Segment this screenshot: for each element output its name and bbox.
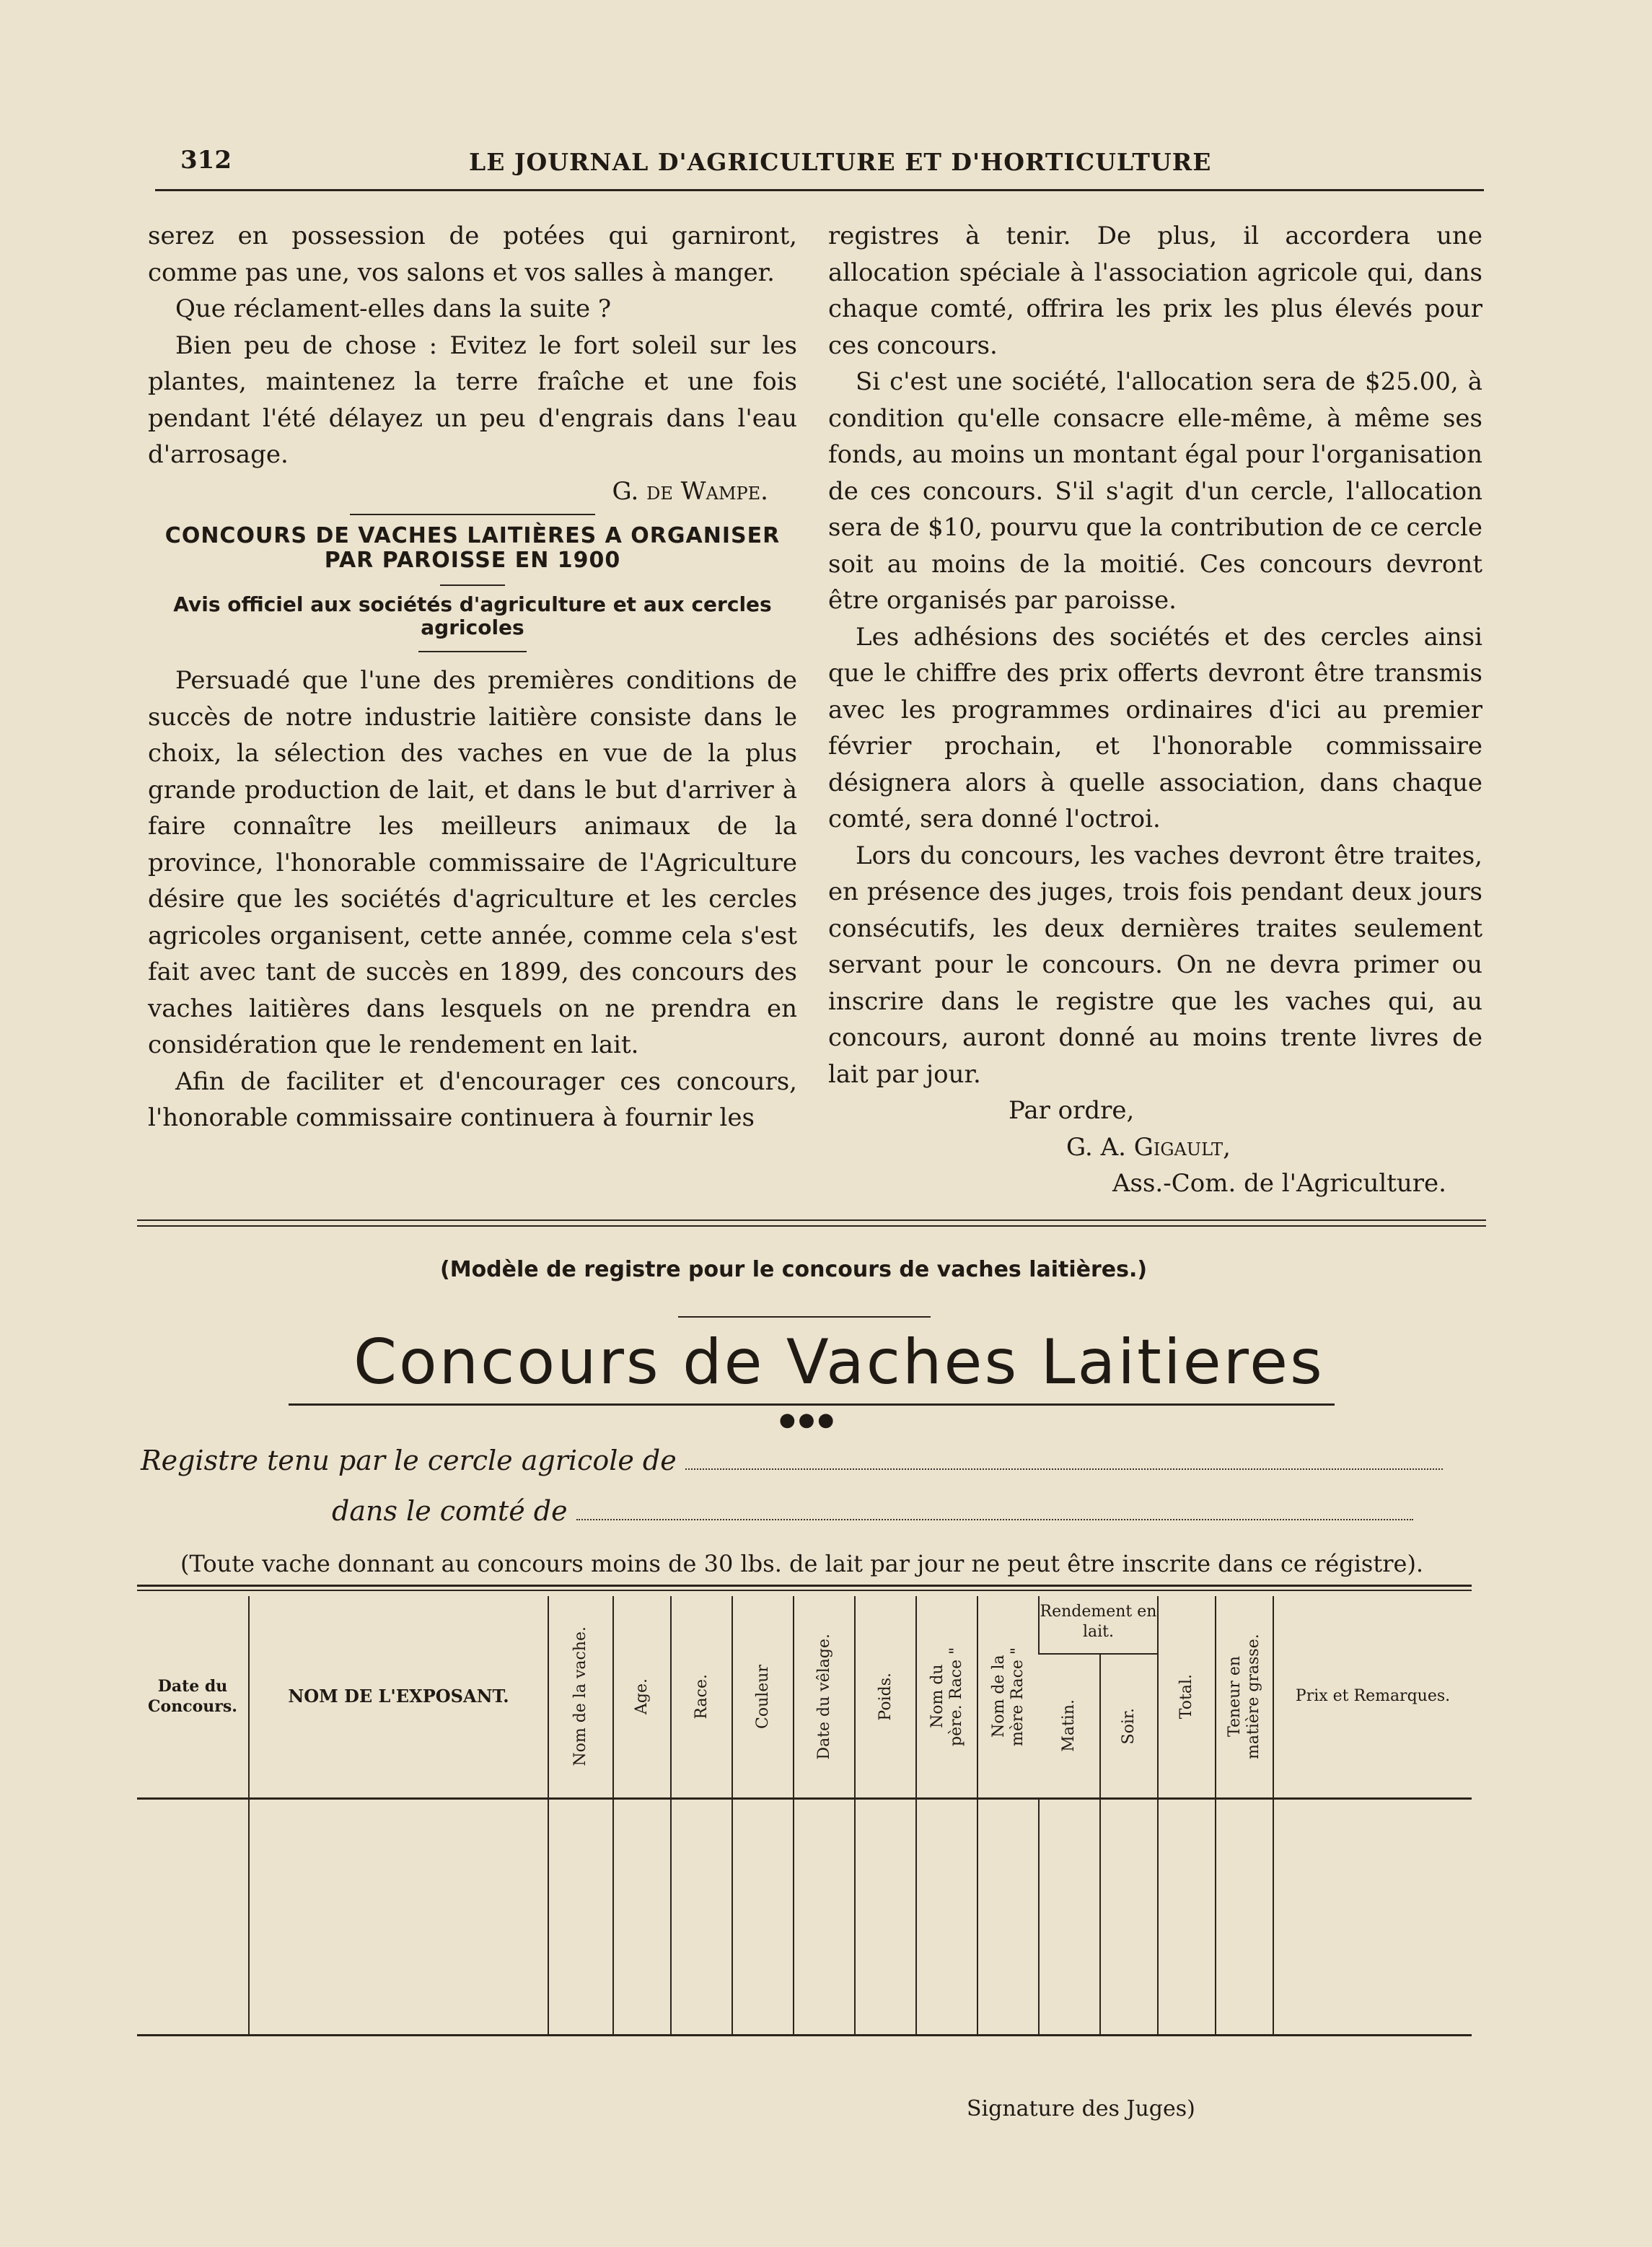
page-number: 312 bbox=[180, 146, 232, 175]
article-paragraph: registres à tenir. De plus, il accordera une allocation spéciale à l'association agricole qui, dans chaque comté, offrira les prix les plus élevés pour ces concours. bbox=[828, 222, 1482, 360]
col-prix-header: Prix et Remarques. bbox=[1273, 1596, 1472, 1798]
cell[interactable] bbox=[1039, 1798, 1100, 2035]
subheading-divider bbox=[418, 651, 527, 652]
cell[interactable] bbox=[548, 1798, 613, 2035]
comte-line bbox=[332, 1495, 1413, 1527]
cell[interactable] bbox=[137, 1798, 249, 2035]
cell[interactable] bbox=[916, 1798, 977, 2035]
article-paragraph: Persuadé que l'une des premières conditions de succès de notre industrie laitière consiste dans le choix, la sélection des vaches en vue de la plus grande production de lait, et dans le but d'arriver à faire connaître les meilleurs animaux de la province, l'honorable commissaire de l'Agriculture désire que les sociétés d'agriculture et les cercles agricoles organisent, cette année, comme cela s'est fait avec tant de succès en 1899, des concours des vaches laitières dans lesquels on ne prendra en considération que le rendement en lait. bbox=[148, 666, 797, 1059]
title-rule bbox=[289, 1403, 1335, 1406]
signer-name: G. A. Gigault, bbox=[1066, 1132, 1231, 1162]
journal-title: LE JOURNAL D'AGRICULTURE ET D'HORTICULTURE bbox=[469, 148, 1212, 176]
header-rule bbox=[155, 189, 1484, 191]
article-heading: CONCOURS DE VACHES LAITIÈRES A ORGANISER PAR PAROISSE EN 1900 bbox=[164, 523, 781, 573]
cell[interactable] bbox=[249, 1798, 548, 2035]
cell[interactable] bbox=[732, 1798, 794, 2035]
article-paragraph: Lors du concours, les vaches devront être traites, en présence des juges, trois fois pendant deux jours consécutifs, les deux dernières traites seulement servant pour le concours. On ne devra primer ou inscrire dans le registre que les vaches qui, au concours, auront donné au moins trente livres de lait par jour. bbox=[828, 841, 1482, 1089]
registre-blank[interactable] bbox=[685, 1468, 1443, 1470]
form-caption: (Modèle de registre pour le concours de vaches laitières.) bbox=[440, 1257, 1148, 1282]
comte-label: dans le comté de bbox=[332, 1495, 568, 1527]
registre-label: Registre tenu par le cercle agricole de bbox=[141, 1445, 677, 1476]
table-top-rule-2 bbox=[137, 1590, 1472, 1591]
col-mere-header bbox=[977, 1596, 1039, 1798]
col-vache-label: Nom de la vache. bbox=[571, 1626, 589, 1767]
col-couleur-header bbox=[732, 1596, 794, 1798]
article-paragraph: Afin de faciliter et d'encourager ces concours, l'honorable commissaire continuera à fournir les bbox=[148, 1066, 797, 1132]
col-grasse-label: Teneur en matière grasse. bbox=[1226, 1634, 1263, 1760]
cell[interactable] bbox=[671, 1798, 732, 2035]
col-total-header bbox=[1158, 1596, 1216, 1798]
cell[interactable] bbox=[794, 1798, 855, 2035]
col-total-label: Total. bbox=[1177, 1674, 1196, 1720]
col-couleur-label: Couleur bbox=[753, 1664, 772, 1729]
col-race-header bbox=[671, 1596, 732, 1798]
article-subheading: Avis officiel aux sociétés d'agriculture et aux cercles agricoles bbox=[173, 592, 772, 639]
right-column bbox=[828, 218, 1482, 1202]
col-soir-header bbox=[1100, 1654, 1158, 1798]
caption-rule bbox=[678, 1316, 931, 1318]
intro-signature: G. de Wampe. bbox=[612, 476, 768, 506]
col-soir-label: Soir. bbox=[1120, 1707, 1138, 1744]
col-pere-label: Nom du père. Race " bbox=[928, 1647, 965, 1746]
cell[interactable] bbox=[1100, 1798, 1158, 2035]
cell[interactable] bbox=[1158, 1798, 1216, 2035]
section-divider bbox=[350, 514, 595, 515]
left-column bbox=[148, 218, 797, 1136]
intro-paragraph: serez en possession de potées qui garniront, comme pas une, vos salons et vos salles à manger. bbox=[148, 222, 797, 287]
article-paragraph: Si c'est une société, l'allocation sera de $25.00, à condition qu'elle consacre elle-même, à même ses fonds, au moins un montant égal pour l'organisation de ces concours. S'il s'agit d'un cercle, l'allocation sera de $10, pourvu que la contribution de ce cercle soit au moins de la moitié. Ces concours devront être organisés par paroisse. bbox=[828, 367, 1482, 615]
form-separator-bottom bbox=[137, 1225, 1486, 1227]
table-body-row bbox=[137, 1798, 1472, 2035]
cell[interactable] bbox=[977, 1798, 1039, 2035]
form-separator-top bbox=[137, 1219, 1486, 1221]
form-title: Concours de Vaches Laitieres bbox=[353, 1326, 1324, 1398]
signer-title: Ass.-Com. de l'Agriculture. bbox=[1112, 1169, 1446, 1198]
cell[interactable] bbox=[613, 1798, 671, 2035]
col-rendement-header: Rendement en lait. bbox=[1039, 1596, 1158, 1654]
cell[interactable] bbox=[1216, 1798, 1273, 2035]
col-grasse-header bbox=[1216, 1596, 1273, 1798]
form-note: (Toute vache donnant au concours moins de 30 lbs. de lait par jour ne peut être inscrite dans ce régistre). bbox=[180, 1550, 1424, 1577]
col-pere-header bbox=[916, 1596, 977, 1798]
col-poids-header bbox=[855, 1596, 916, 1798]
article-paragraph: Les adhésions des sociétés et des cercles ainsi que le chiffre des prix offerts devront être transmis avec les programmes ordinaires d'ici au premier février prochain, et l'honorable commissaire désignera alors à quelle association, dans chaque comté, sera donné l'octroi. bbox=[828, 622, 1482, 833]
col-velage-label: Date du vêlage. bbox=[814, 1633, 833, 1760]
intro-paragraph: Bien peu de chose : Evitez le fort soleil sur les plantes, maintenez la terre fraîche et une fois pendant l'été délayez un peu d'engrais dans l'eau d'arrosage. bbox=[148, 330, 797, 469]
closing: Par ordre, bbox=[1009, 1096, 1135, 1125]
cell[interactable] bbox=[1273, 1798, 1472, 2035]
col-matin-label: Matin. bbox=[1060, 1699, 1078, 1753]
register-table bbox=[137, 1596, 1472, 2036]
col-vache-header bbox=[548, 1596, 613, 1798]
col-matin-header bbox=[1039, 1654, 1100, 1798]
registre-line bbox=[141, 1445, 1443, 1476]
col-poids-label: Poids. bbox=[876, 1672, 895, 1721]
col-mere-label: Nom de la mère Race " bbox=[989, 1647, 1027, 1746]
table-top-rule bbox=[137, 1585, 1472, 1587]
heading-divider bbox=[440, 584, 505, 586]
col-age-header bbox=[613, 1596, 671, 1798]
intro-paragraph: Que réclament-elles dans la suite ? bbox=[175, 294, 612, 323]
col-race-label: Race. bbox=[692, 1673, 711, 1720]
title-ornament: ●●● bbox=[779, 1409, 838, 1431]
col-velage-header bbox=[794, 1596, 855, 1798]
cell[interactable] bbox=[855, 1798, 916, 2035]
comte-blank[interactable] bbox=[576, 1519, 1413, 1520]
col-date-header: Date du Concours. bbox=[148, 1677, 237, 1717]
col-age-label: Age. bbox=[633, 1678, 651, 1715]
col-exposant-header: NOM DE L'EXPOSANT. bbox=[249, 1596, 548, 1798]
signature-label: Signature des Juges) bbox=[967, 2096, 1195, 2121]
